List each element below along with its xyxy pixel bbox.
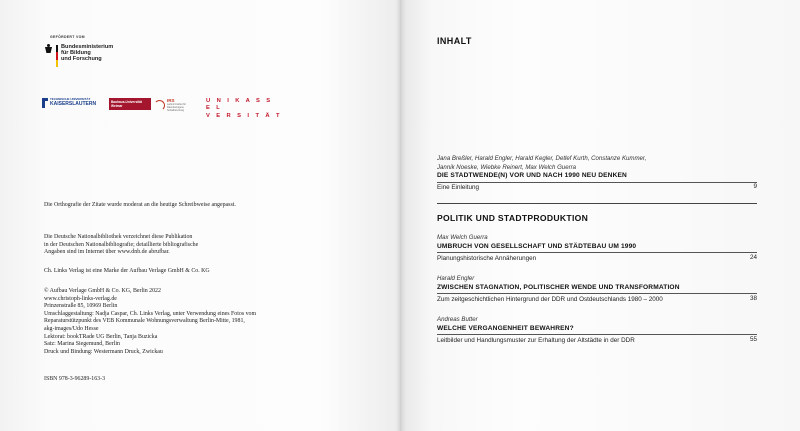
toc-entry-page: 38 [749,294,757,302]
book-gutter [396,0,406,431]
tu-kaiserslautern-logo: TECHNISCHE UNIVERSITÄT KAISERSLAUTERN [42,98,96,108]
toc-entry [437,275,757,305]
toc-entry-subtitle: Zum zeitgeschichtlichen Hintergrund der DDR und Ostdeutschlands 1980 – 2000 38 [437,294,757,303]
toc-heading: INHALT [437,36,472,46]
toc-entry-title: UMBRUCH VON GESELLSCHAFT UND STÄDTEBAU UM 1990 [437,242,637,250]
toc-entry [437,316,757,346]
irs-logo: IRS Leibniz-Institut für Raumbezogene Sozialforschung [154,98,201,112]
irs-arc-icon [154,100,165,111]
toc-entry-authors: Harald Engler [437,275,475,282]
toc-entry-subtitle: Eine Einleitung 9 [437,183,757,192]
toc-entry-page: 24 [749,253,757,261]
toc-entry-title: ZWISCHEN STAGNATION, POLITISCHER WENDE UND TRANSFORMATION [437,283,680,291]
toc-entry-subtitle: Planungshistorische Annäherungen 24 [437,253,757,262]
ministry-name: Bundesministerium für Bildung und Forschung [61,44,114,63]
toc-entry-subtitle: Leitbilder und Handlungsmuster zur Erhaltung der Altstädte in der DDR 55 [437,335,757,344]
toc-entry [437,155,757,193]
section-divider [437,203,757,204]
bibliographic-info: Die Deutsche Nationalbibliothek verzeichnet diese Publikation in der Deutschen Nationalbibliografie; detaillierte bibliografische Angaben sind im Internet über www.dnb.de abrufbar. [44,234,199,256]
toc-entry-authors: Max Welch Guerra [437,234,488,241]
federal-eagle-icon [44,44,53,55]
toc-entry-page: 9 [753,183,757,191]
imprint-block: © Aufbau Verlage GmbH & Co. KG, Berlin 2022 www.christoph-links-verlag.de Prinzenstraße 85, 10969 Berlin Umschlaggestaltung: Nadja Caspar, Ch. Links Verlag, unter Verwendung eines Fotos vom Reparaturstützpunkt des VEB Kommunale Wohnungsverwaltung Berlin-Mitte, 1981, akg-images/Udo Hesse Lektorat: bookTRade UG Berlin, Tanja Buzicka Satz: Marina Siegemund, Berlin Druck und Bindung: Westermann Druck, Zwickau [44,288,257,355]
german-flag-icon [56,45,58,67]
partner-logos [42,97,282,119]
section-heading: POLITIK UND STADTPRODUKTION [437,213,589,223]
uni-kassel-logo: U N I K A S S E L V E R S I T Ä T [206,98,282,119]
isbn: ISBN 978-3-96289-163-3 [44,376,106,382]
sponsor-caption: GEFÖRDERT VOM [50,35,85,39]
tuk-mark-icon [42,98,48,108]
toc-entry-authors: Jana Breßler, Harald Engler, Harald Kegler, Detlef Kurth, Constanze Kummer, Jannik Noeske, Wiebke Reinert, Max Welch Guerra [437,155,647,171]
toc-entry [437,234,757,264]
toc-entry-authors: Andreas Butter [437,316,478,323]
toc-entry-page: 55 [749,335,757,343]
bmbf-logo [44,44,113,67]
bauhaus-university-logo: Bauhaus-Universität Weimar [109,98,151,110]
orthography-note: Die Orthografie der Zitate wurde moderat an die heutige Schreibweise angepasst. [44,202,236,208]
brand-note: Ch. Links Verlag ist eine Marke der Aufbau Verlage GmbH & Co. KG [44,268,210,274]
toc-entry-title: WELCHE VERGANGENHEIT BEWAHREN? [437,324,574,332]
toc-entry-title: DIE STADTWENDE(N) VOR UND NACH 1990 NEU DENKEN [437,172,627,180]
